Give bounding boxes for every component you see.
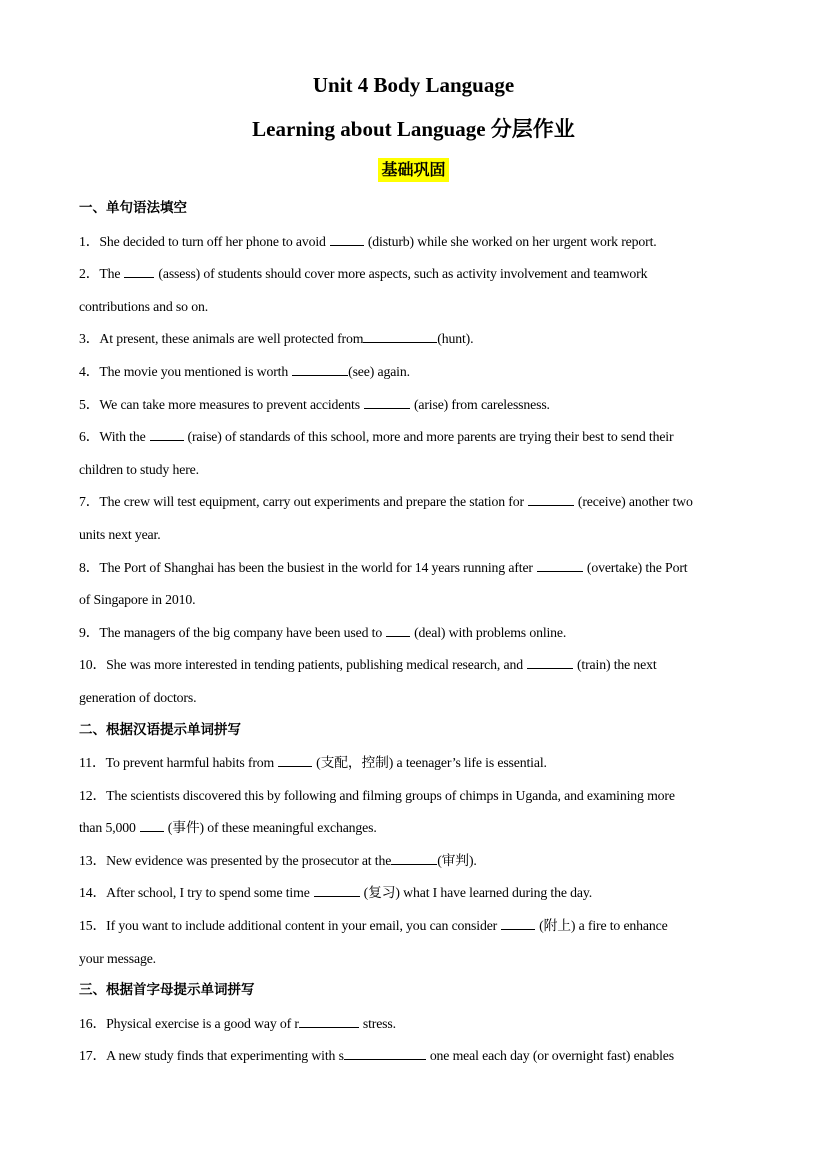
question-item xyxy=(79,555,751,588)
answer-blank[interactable] xyxy=(150,425,184,441)
answer-blank[interactable] xyxy=(299,1012,359,1028)
question-text: After school, I try to spend some time xyxy=(106,885,310,901)
question-number: 4． xyxy=(79,363,100,379)
question-item xyxy=(79,913,751,946)
question-item xyxy=(79,1043,751,1076)
question-text: The Port of Shanghai has been the busiest in the world for 14 years running after xyxy=(99,559,533,575)
question-text: (assess) of students should cover more aspects, such as activity involvement and teamwork xyxy=(158,266,648,282)
question-number: 10． xyxy=(79,657,107,673)
question-number: 8． xyxy=(79,559,100,575)
question-continuation xyxy=(79,522,751,555)
question-number: 3． xyxy=(79,331,100,347)
document-subtitle: Learning about Language 分层作业 xyxy=(252,117,575,141)
answer-blank[interactable] xyxy=(278,751,312,767)
question-number: 12． xyxy=(79,787,107,803)
answer-blank[interactable] xyxy=(537,556,583,572)
question-text: (disturb) while she worked on her urgent work report. xyxy=(367,233,657,249)
question-text: If you want to include additional content in your email, you can consider xyxy=(106,918,498,934)
question-item xyxy=(79,359,751,392)
answer-blank[interactable] xyxy=(527,653,573,669)
question-text: (支配，控制) a teenager’s life is essential. xyxy=(316,755,547,771)
answer-blank[interactable] xyxy=(292,360,348,376)
question-text: generation of doctors. xyxy=(79,689,197,705)
question-item xyxy=(79,424,751,457)
question-item xyxy=(79,326,751,359)
question-number: 13． xyxy=(79,852,107,868)
question-text: (复习) what I have learned during the day. xyxy=(363,885,593,901)
question-text: children to study here. xyxy=(79,461,199,477)
question-number: 15． xyxy=(79,918,107,934)
question-continuation xyxy=(79,294,751,327)
question-item xyxy=(79,1011,751,1044)
answer-blank[interactable] xyxy=(501,914,535,930)
question-text: The movie you mentioned is worth xyxy=(99,363,289,379)
question-text: The managers of the big company have been used to xyxy=(99,624,383,640)
answer-blank[interactable] xyxy=(344,1044,426,1060)
question-text: units next year. xyxy=(79,526,161,542)
question-item xyxy=(79,880,751,913)
question-continuation xyxy=(79,946,751,979)
question-item xyxy=(79,489,751,522)
question-text: (overtake) the Port xyxy=(586,559,688,575)
question-number: 9． xyxy=(79,624,100,640)
question-number: 16． xyxy=(79,1015,107,1031)
answer-blank[interactable] xyxy=(391,849,437,865)
question-continuation xyxy=(79,685,751,718)
question-text: (arise) from carelessness. xyxy=(413,396,550,412)
answer-blank[interactable] xyxy=(363,327,437,343)
question-number: 7． xyxy=(79,494,100,510)
question-text: She decided to turn off her phone to avoid xyxy=(99,233,326,249)
question-text: With the xyxy=(99,429,146,445)
question-text: stress. xyxy=(362,1015,396,1031)
question-item xyxy=(79,652,751,685)
question-text: Physical exercise is a good way of r xyxy=(106,1015,299,1031)
question-item xyxy=(79,261,751,294)
question-text: contributions and so on. xyxy=(79,298,208,314)
answer-blank[interactable] xyxy=(124,262,154,278)
question-text: (see) again. xyxy=(348,363,410,379)
question-item xyxy=(79,620,751,653)
question-text: She was more interested in tending patients, publishing medical research, and xyxy=(106,657,523,673)
answer-blank[interactable] xyxy=(364,393,410,409)
question-text: (receive) another two xyxy=(577,494,693,510)
document-title: Unit 4 Body Language xyxy=(312,73,515,97)
answer-blank[interactable] xyxy=(330,230,364,246)
question-text: New evidence was presented by the prosecutor at the xyxy=(106,852,392,868)
question-item xyxy=(79,848,751,881)
question-text: To prevent harmful habits from xyxy=(105,755,275,771)
question-number: 14． xyxy=(79,885,107,901)
question-text: The xyxy=(99,266,121,282)
level-heading: 基础巩固 xyxy=(378,158,448,182)
question-number: 2． xyxy=(79,266,100,282)
question-continuation xyxy=(79,587,751,620)
question-continuation xyxy=(79,815,751,848)
question-text: (附上) a fire to enhance xyxy=(539,918,668,934)
question-text: than 5,000 xyxy=(79,820,136,836)
section-heading: 三、根据首字母提示单词拼写 xyxy=(79,982,255,999)
question-item xyxy=(79,783,751,816)
question-item xyxy=(79,750,751,783)
question-text: (事件) of these meaningful exchanges. xyxy=(167,820,377,836)
question-number: 1． xyxy=(79,233,100,249)
question-text: At present, these animals are well protected from xyxy=(99,331,364,347)
question-item xyxy=(79,229,751,262)
question-number: 6． xyxy=(79,429,100,445)
question-text: (raise) of standards of this school, more and more parents are trying their best to send their xyxy=(187,429,674,445)
question-text: one meal each day (or overnight fast) enables xyxy=(429,1048,674,1064)
question-text: of Singapore in 2010. xyxy=(79,592,196,608)
question-text: (审判). xyxy=(437,852,477,868)
exercise-content xyxy=(79,196,751,1076)
answer-blank[interactable] xyxy=(314,881,360,897)
question-number: 17． xyxy=(79,1048,107,1064)
question-continuation xyxy=(79,457,751,490)
answer-blank[interactable] xyxy=(386,621,410,637)
question-item xyxy=(79,392,751,425)
question-text: The crew will test equipment, carry out experiments and prepare the station for xyxy=(99,494,524,510)
answer-blank[interactable] xyxy=(140,816,164,832)
question-text: A new study finds that experimenting with s xyxy=(106,1048,344,1064)
level-heading-wrap xyxy=(0,158,827,182)
question-number: 5． xyxy=(79,396,100,412)
question-text: (hunt). xyxy=(437,331,474,347)
question-text: The scientists discovered this by following and filming groups of chimps in Uganda, and examining more xyxy=(106,787,675,803)
section-heading: 二、根据汉语提示单词拼写 xyxy=(79,721,241,738)
question-text: (deal) with problems online. xyxy=(414,624,567,640)
answer-blank[interactable] xyxy=(528,490,574,506)
question-text: (train) the next xyxy=(576,657,657,673)
question-text: your message. xyxy=(79,950,156,966)
question-number: 11． xyxy=(79,755,106,771)
question-text: We can take more measures to prevent accidents xyxy=(99,396,360,412)
section-heading: 一、单句语法填空 xyxy=(79,200,187,216)
